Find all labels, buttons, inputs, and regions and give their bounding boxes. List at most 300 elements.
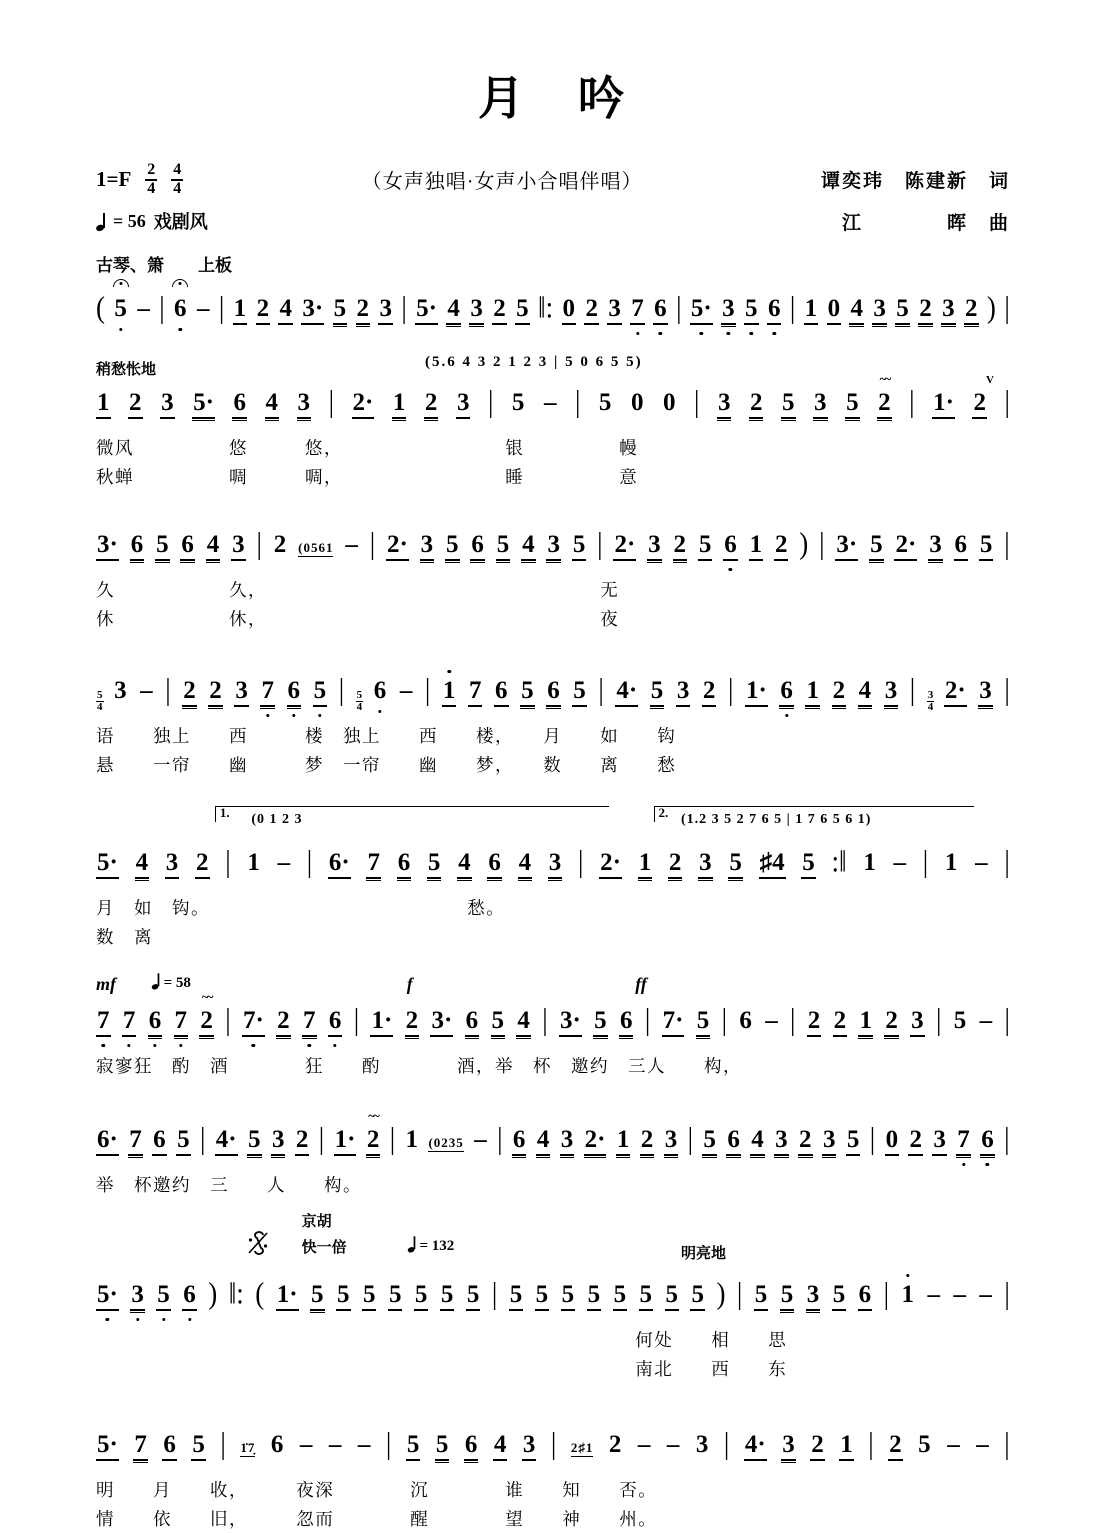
note: 2 — [256, 295, 271, 326]
barline: | — [1004, 525, 1010, 560]
note: 1 — [863, 848, 876, 876]
note: 5 — [535, 1281, 550, 1312]
dash-note: – — [953, 1280, 966, 1308]
note: 3 — [456, 389, 471, 420]
system-5-notes — [96, 843, 1010, 882]
note: 2 ~~ — [366, 1126, 381, 1157]
note: 5 — [427, 849, 442, 880]
barline: | — [550, 1425, 557, 1460]
note: 5· — [96, 1431, 119, 1462]
note: 2· — [386, 531, 409, 562]
note: 4 — [493, 1431, 508, 1462]
note: 5 — [953, 1006, 967, 1034]
note: 1 — [805, 677, 820, 708]
note: 6 — [328, 1007, 343, 1038]
note: 2 — [273, 530, 287, 558]
note: 3 — [695, 1430, 709, 1458]
system-3-notes — [96, 525, 1010, 564]
note: 5 — [979, 531, 994, 562]
note: 6 — [739, 1006, 752, 1034]
note: 0 — [562, 295, 577, 326]
note: 5 — [247, 1126, 262, 1157]
barline: | — [542, 1001, 548, 1036]
note: 3 — [546, 531, 561, 562]
segno-icon — [247, 1230, 269, 1261]
tempo-marking: = 56 戏剧风 — [96, 208, 208, 234]
grace-notes: (0235 — [428, 1134, 464, 1150]
barline: | — [883, 1275, 890, 1310]
parenthesis: ) — [799, 525, 809, 560]
note: 4 — [849, 295, 864, 326]
system-7 — [96, 1107, 1010, 1200]
note: 7 — [128, 1126, 143, 1157]
note: 6 — [858, 1281, 873, 1312]
repeat-barline: :‖ — [831, 843, 847, 878]
note: 4 — [206, 531, 221, 562]
parenthesis: ) — [716, 1275, 726, 1310]
note: 5 — [509, 1281, 524, 1312]
note: 2 — [356, 295, 371, 326]
tempo-text: 快一倍 — [301, 1239, 347, 1256]
note: 3 — [130, 1281, 145, 1312]
note: 2 — [668, 849, 683, 880]
note: 5 — [698, 531, 713, 562]
note: 2 — [405, 1007, 420, 1038]
system-2-notes — [96, 370, 1010, 422]
instrument-cue: 京胡 — [301, 1213, 332, 1230]
note: 5 — [846, 1126, 861, 1157]
note: 4 — [457, 849, 472, 880]
dash-note: – — [979, 1280, 992, 1308]
expression-mark: 稍愁怅地 — [96, 361, 157, 378]
system-1 — [96, 289, 1010, 328]
barline: | — [869, 1120, 876, 1155]
note: 5 — [515, 295, 530, 326]
note: 3 — [114, 676, 127, 704]
note: 5 — [744, 295, 759, 326]
lyric-line: 举 杯邀约 三 人 构。 — [96, 1174, 362, 1195]
note: 4 — [516, 1007, 531, 1038]
dash-note: – — [299, 1430, 313, 1458]
barline: | — [909, 383, 915, 418]
note: 2 — [608, 1430, 622, 1458]
note: 1 — [944, 848, 958, 876]
note: 5 — [191, 1431, 206, 1462]
barline: | — [401, 289, 407, 324]
note: 6 — [487, 849, 502, 880]
note: 6 — [182, 1281, 197, 1312]
lyric-line: 语 独上 西 楼 独上 西 楼， 月 如 钩 — [96, 725, 677, 746]
grace-notes: 1̇7̣ — [240, 1439, 256, 1455]
note: 3 — [806, 1281, 821, 1312]
note: 3 — [378, 295, 393, 326]
note: 1 — [638, 849, 653, 880]
note: 2 — [964, 295, 979, 326]
note: 4 — [278, 295, 293, 326]
barline: | — [736, 1275, 743, 1310]
note: 5 — [572, 677, 587, 708]
note: 6 — [726, 1126, 741, 1157]
note: 3 — [165, 849, 180, 880]
note: 3· — [559, 1007, 582, 1038]
note: 4 — [536, 1126, 551, 1157]
system-4-notes — [96, 671, 1010, 713]
note: 5 — [561, 1281, 576, 1312]
note: 6 — [397, 849, 412, 880]
note: 3· — [430, 1007, 453, 1038]
barline: | — [728, 671, 734, 706]
system-2 — [96, 353, 1010, 492]
note: 4· — [744, 1431, 767, 1462]
note: 1 — [247, 848, 260, 876]
note: 5· — [415, 295, 438, 326]
note: 6 — [148, 1007, 163, 1038]
note: 2 — [774, 531, 789, 562]
note: 1· — [745, 677, 768, 708]
note: 2 ~~ — [877, 389, 892, 420]
dash-note: – — [947, 1430, 960, 1458]
note: 1 — [405, 1125, 419, 1153]
barline: | — [220, 1425, 226, 1460]
note: 0 — [630, 388, 644, 416]
barline: | — [597, 525, 603, 560]
note: 5 — [650, 677, 665, 708]
dynamic-mf: mf — [96, 973, 116, 994]
note: 3 — [813, 389, 828, 420]
barline: | — [159, 289, 165, 324]
volta-2-cue: (1.2 3 5 2 7 6 5 | 1 7 6 5 6 1) — [680, 811, 872, 827]
barline: | — [497, 1120, 503, 1155]
note: 5 — [406, 1431, 421, 1462]
lyric-line: 南北 西 东 — [635, 1358, 788, 1379]
note: 5 — [587, 1281, 602, 1312]
parenthesis: ( — [255, 1275, 265, 1310]
note: 5 — [491, 1007, 506, 1038]
barline: | — [1004, 383, 1010, 418]
note: 6 — [287, 677, 302, 708]
note: 2 — [749, 389, 764, 420]
note: 2 — [832, 677, 847, 708]
meter-4-4: 4 4 — [173, 161, 182, 197]
note: 0 — [827, 295, 842, 326]
note: 4 — [518, 849, 533, 880]
note: 5 — [895, 295, 910, 326]
note: 7 — [302, 1007, 317, 1038]
note: 3 — [932, 1126, 947, 1157]
time-signature: 5 4 — [97, 688, 103, 713]
time-signature: 5 4 — [356, 688, 363, 713]
system-9 — [96, 1425, 1010, 1534]
note: 7 — [260, 677, 275, 708]
quarter-note-icon — [407, 1235, 415, 1251]
barline: | — [1004, 1275, 1010, 1310]
note: 5 — [696, 1007, 711, 1038]
note: 5 — [388, 1281, 403, 1312]
note: 3 — [676, 677, 691, 708]
barline: | — [721, 1001, 727, 1036]
repeat-barline: ‖: — [538, 289, 554, 324]
note: 6 — [653, 295, 668, 326]
system-6-notes — [96, 988, 1010, 1040]
note: 5 — [918, 1430, 931, 1458]
note: 5 — [156, 1281, 171, 1312]
dash-note: – — [345, 530, 358, 558]
note: 7 — [122, 1007, 137, 1038]
barline: | — [790, 1001, 796, 1036]
repeat-barline: ‖: — [228, 1275, 244, 1310]
barline: | — [225, 843, 231, 878]
note: 3 — [781, 1431, 796, 1462]
note: 6 — [173, 295, 188, 324]
note: 5 — [702, 1126, 717, 1157]
tempo-change: = 132 — [407, 1234, 455, 1255]
lyric-line: 悬 一帘 幽 梦 一帘 幽 梦， 数 离 愁 — [96, 754, 677, 775]
note: 5 — [869, 531, 884, 562]
barline: | — [306, 843, 313, 878]
barline: | — [369, 525, 376, 560]
note: 2· — [599, 849, 622, 880]
dash-note: – — [140, 676, 153, 704]
system-8-notes — [96, 1275, 1010, 1314]
dash-note: – — [277, 848, 291, 876]
note: 6 — [373, 677, 388, 706]
note: 3 — [910, 1007, 925, 1038]
style-label: 戏剧风 — [153, 212, 208, 233]
tempo-change: = 58 — [151, 971, 191, 992]
note: 5 — [520, 677, 535, 708]
barline: | — [694, 383, 700, 418]
dash-note: – — [328, 1430, 342, 1458]
note: 6 — [464, 1431, 479, 1462]
barline: | — [225, 1001, 231, 1036]
note: 3 — [271, 1126, 286, 1157]
note: 3 — [717, 389, 732, 420]
note: 1 — [233, 295, 248, 326]
lyric-line: 寂寥狂 酌 酒 狂 酌 酒，举 杯 邀约 三人 构， — [96, 1055, 742, 1076]
dash-note: – — [975, 848, 988, 876]
note: 5 — [310, 1281, 325, 1312]
system-9-notes — [96, 1425, 1010, 1464]
note: 2 V — [972, 389, 987, 420]
note: 2 — [908, 1126, 923, 1157]
grace-notes: 2♯1 — [570, 1439, 594, 1455]
note: 2 — [295, 1126, 310, 1157]
dash-note: – — [399, 676, 413, 704]
note: 3 — [698, 849, 713, 880]
dash-note: – — [474, 1125, 487, 1153]
grace-notes: (0561 — [298, 539, 334, 555]
quarter-note-icon — [96, 212, 105, 231]
note: 4 — [750, 1126, 765, 1157]
barline: | — [318, 1120, 325, 1155]
dash-note: – — [666, 1430, 680, 1458]
note: 1 — [749, 531, 764, 562]
note: 5 — [690, 1281, 705, 1312]
dash-note: – — [979, 1006, 993, 1034]
barline: | — [676, 289, 682, 324]
note: 2 — [128, 389, 143, 420]
note: 6 — [270, 1430, 284, 1458]
note: 6 — [954, 531, 969, 562]
note: 6 — [180, 531, 195, 562]
volta-2-label: 2. — [658, 804, 669, 820]
note: 2· — [584, 1126, 607, 1157]
note: 2· — [944, 677, 967, 708]
note: 3 — [941, 295, 956, 326]
system-7-notes — [96, 1107, 1010, 1159]
barline: | — [424, 671, 431, 706]
barline: | — [338, 671, 345, 706]
note: 1 — [839, 1431, 854, 1462]
note: 2 — [673, 531, 688, 562]
lyric-line: 微风 悠 悠， 银 幔 — [96, 437, 639, 458]
note: 3· — [96, 531, 119, 562]
note: 1 — [858, 1007, 873, 1038]
barline: | — [574, 383, 581, 418]
dash-note: – — [765, 1006, 778, 1034]
lyric-line: 情 依 旧， 忽而 醒 望 神 州。 — [96, 1508, 658, 1529]
note: 2 — [195, 849, 210, 880]
note: 6 — [494, 677, 509, 708]
key-signature — [96, 162, 183, 198]
note: 5 — [593, 1007, 608, 1038]
note: 5 — [466, 1281, 481, 1312]
system-6 — [96, 973, 1010, 1081]
note: 3 — [548, 849, 563, 880]
dash-note: – — [927, 1280, 940, 1308]
note: 5 — [728, 849, 743, 880]
barline: | — [922, 843, 929, 878]
time-signature: 3 4 — [927, 688, 934, 713]
note: 3 — [928, 531, 943, 562]
note: 5 — [414, 1281, 429, 1312]
note: 2 — [833, 1007, 848, 1038]
note: 3 — [607, 295, 622, 326]
note: 1· — [276, 1281, 299, 1312]
note: 5· — [96, 849, 119, 880]
note: 1 — [96, 389, 111, 420]
note: 6 — [130, 531, 145, 562]
note: 4 — [858, 677, 873, 708]
note: 3 — [664, 1126, 679, 1157]
barline: | — [644, 1001, 651, 1036]
parenthesis: ) — [986, 289, 996, 324]
note: 3 — [978, 677, 993, 708]
barline: | — [598, 671, 604, 706]
note: 3 — [647, 531, 662, 562]
note: 5 — [780, 1281, 795, 1312]
note: 7 — [366, 849, 381, 880]
note: 3 — [822, 1126, 837, 1157]
barline: | — [385, 1425, 392, 1460]
composer-credit: 江 晖 曲 — [841, 212, 1010, 234]
dynamic-f: f — [406, 973, 413, 994]
note: 5· — [192, 389, 215, 420]
barline: | — [487, 383, 494, 418]
dash-note: – — [137, 294, 150, 322]
system-5 — [96, 804, 1010, 952]
lyric-line: 秋蝉 啁 啁， 睡 意 — [96, 466, 639, 487]
note: 2· — [613, 531, 636, 562]
dash-note: – — [976, 1430, 989, 1458]
barline: | — [256, 525, 262, 560]
barline: | — [789, 289, 796, 324]
note: 2 — [492, 295, 507, 326]
barline: | — [687, 1120, 693, 1155]
note: 5 — [754, 1281, 769, 1312]
instrumentation-label: 古琴、箫 上板 — [96, 255, 232, 275]
note: 1 — [616, 1126, 631, 1157]
note: 2 — [182, 677, 197, 708]
note: 6· — [96, 1126, 119, 1157]
note: 3· — [835, 531, 858, 562]
lyricist-credit: 谭奕玮 陈建新 词 — [820, 171, 1010, 193]
note: 3 — [884, 677, 899, 708]
note: 5 — [440, 1281, 455, 1312]
volta-1-cue: (0 1 2 3 — [251, 811, 303, 827]
song-title: 月 吟 — [478, 73, 628, 124]
note: 2 — [584, 295, 599, 326]
note: 5 — [598, 388, 612, 416]
barline: | — [868, 1425, 874, 1460]
note: 3 — [231, 531, 246, 562]
note: 6 — [470, 531, 485, 562]
note: 3 — [297, 389, 312, 420]
note: 2· — [352, 389, 375, 420]
note: 0 — [885, 1126, 900, 1157]
tempo-row — [96, 208, 1010, 235]
note: 1 — [901, 1281, 916, 1310]
note: 1· — [932, 389, 955, 420]
note: 5· — [96, 1281, 119, 1312]
barline: | — [353, 1001, 360, 1036]
note: 7 — [174, 1007, 189, 1038]
key-label: 1=F — [96, 167, 132, 192]
dash-note: – — [543, 388, 557, 416]
note: 3 — [774, 1126, 789, 1157]
note: 6· — [328, 849, 351, 880]
header-row — [96, 162, 1010, 198]
barline: | — [819, 525, 825, 560]
note: 7 — [96, 1007, 111, 1038]
note: 5 — [155, 531, 170, 562]
note: 3 — [721, 295, 736, 326]
note: 7 — [630, 295, 645, 326]
barline: | — [328, 383, 334, 418]
meter-2-4: 2 4 — [147, 161, 156, 197]
note: 2 — [702, 677, 717, 708]
note: 5 — [336, 1281, 351, 1312]
note: 2 — [276, 1007, 291, 1038]
system-1-notes — [96, 289, 1010, 328]
note: 4 — [265, 389, 280, 420]
note: 5 — [832, 1281, 847, 1312]
note: 7 — [133, 1431, 148, 1462]
note: 2· — [894, 531, 917, 562]
barline: | — [165, 671, 171, 706]
note: 4· — [615, 677, 638, 708]
system-4 — [96, 671, 1010, 780]
note: 5 — [781, 389, 796, 420]
barline: | — [909, 671, 916, 706]
note: 2 — [208, 677, 223, 708]
note: 6 — [779, 677, 794, 708]
barline: | — [1004, 1001, 1010, 1036]
note: 5 — [333, 295, 348, 326]
note: 6 — [152, 1126, 167, 1157]
lyric-line: 月 如 钩。 愁。 — [96, 897, 506, 918]
note: ♯4 — [759, 849, 786, 880]
